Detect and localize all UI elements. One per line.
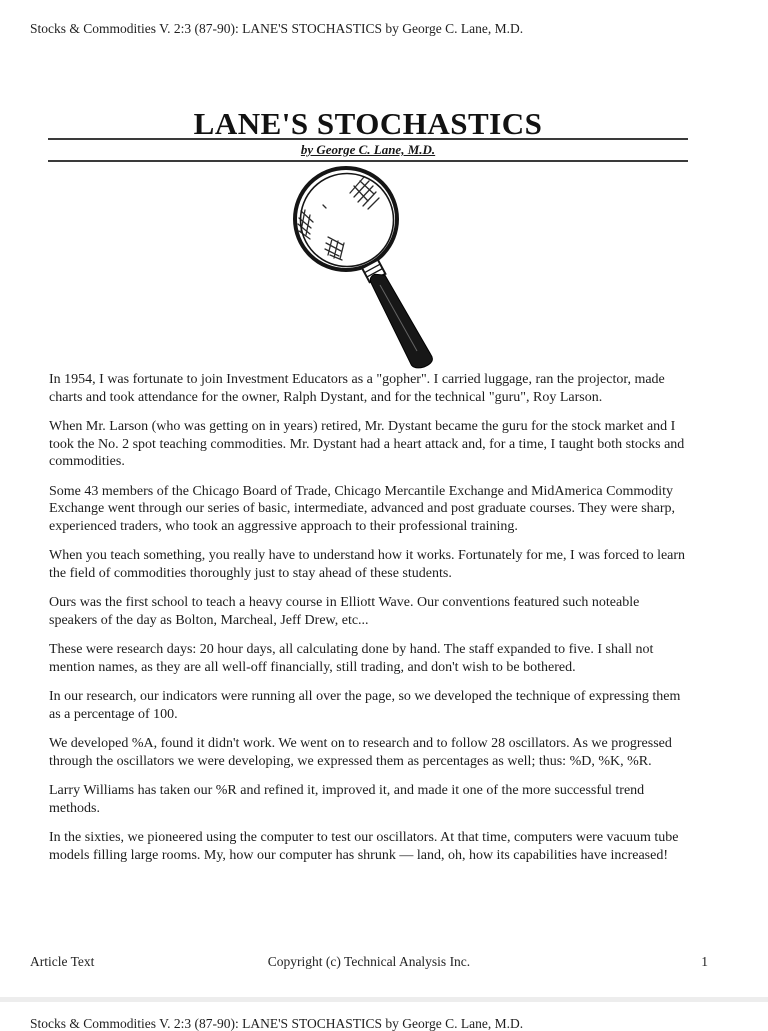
article-paragraph: In the sixties, we pioneered using the computer to test our oscillators. At that time, computers were vacuum tube models filling large rooms. My, how our computer has shrunk — land, oh, how its capabilities have increased!: [49, 830, 679, 863]
magnifying-glass-illustration: [268, 161, 498, 371]
article-paragraph: In our research, our indicators were running all over the page, so we developed the technique of expressing them as a percentage of 100.: [49, 689, 681, 722]
article-title: LANE'S STOCHASTICS: [193, 105, 543, 141]
byline: by George C. Lane, M.D.: [300, 142, 436, 157]
article-paragraph: When you teach something, you really have to understand how it works. Fortunately for me, I was forced to learn the field of commodities thoroughly just to stay ahead of these students.: [49, 548, 686, 581]
page-gap-divider: [0, 997, 768, 1002]
article-body: [49, 371, 691, 876]
next-page-running-header: Stocks & Commodities V. 2:3 (87-90): LANE'S STOCHASTICS by George C. Lane, M.D.: [30, 1016, 524, 1031]
article-paragraph: We developed %A, found it didn't work. We went on to research and to follow 28 oscillators. As we progressed through the oscillators we were developing, we expressed them as percentages as well; thus: %D, %K, %R.: [49, 736, 672, 769]
footer-page-number: 1: [701, 954, 708, 969]
footer-copyright: Copyright (c) Technical Analysis Inc.: [267, 954, 471, 969]
article-paragraph: These were research days: 20 hour days, all calculating done by hand. The staff expanded to five. I shall not mention names, as they are all well-off financially, still trading, and don't wish to be bothered.: [49, 642, 654, 675]
page-footer: [30, 954, 708, 970]
article-paragraph: Larry Williams has taken our %R and refined it, improved it, and made it one of the more successful trend methods.: [49, 783, 645, 816]
article-paragraph: When Mr. Larson (who was getting on in years) retired, Mr. Dystant became the guru for the stock market and I took the No. 2 spot teaching commodities. Mr. Dystant had a heart attack and, for a time, I taught both stocks and commodities.: [49, 419, 685, 469]
article-paragraph: Ours was the first school to teach a heavy course in Elliott Wave. Our conventions featured such noteable speakers of the day as Bolton, Marcheal, Jeff Drew, etc...: [49, 595, 640, 628]
magnifying-glass-icon: [268, 161, 498, 371]
article-paragraph: Some 43 members of the Chicago Board of Trade, Chicago Mercantile Exchange and MidAmerica Commodity Exchange went through our series of basic, intermediate, advanced and post graduate courses. They were sharp, experienced traders, who took an aggressive approach to their professional training.: [49, 483, 676, 534]
byline-rule-block: [48, 138, 688, 162]
running-header: Stocks & Commodities V. 2:3 (87-90): LANE'S STOCHASTICS by George C. Lane, M.D.: [30, 21, 524, 36]
footer-section-label: Article Text: [30, 954, 95, 969]
article-paragraph: In 1954, I was fortunate to join Investment Educators as a "gopher". I carried luggage, ran the projector, made charts and took attendance for the owner, Ralph Dystant, and for the technical "guru", Roy Larson.: [49, 372, 665, 405]
